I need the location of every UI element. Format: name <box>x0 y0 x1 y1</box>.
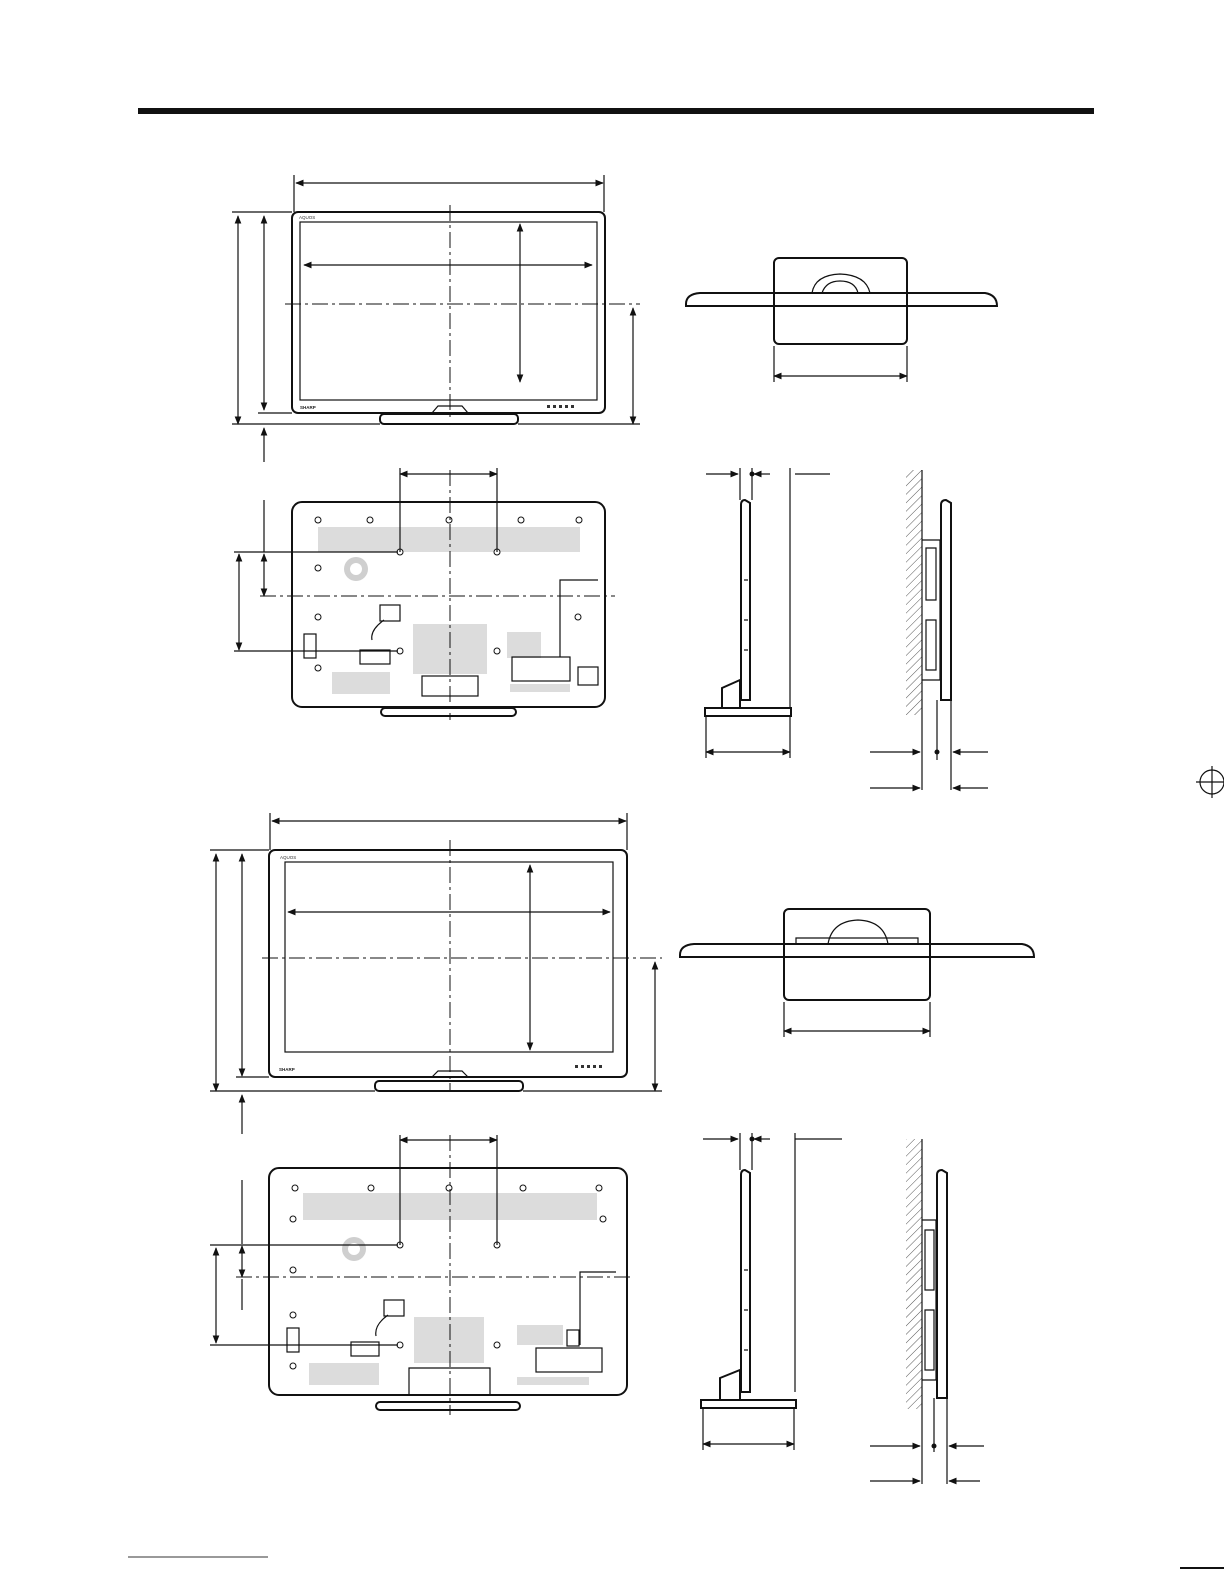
figure-set-small-model <box>232 175 997 790</box>
figure-set-large-model <box>210 813 1034 1484</box>
brand-logo: SHARP <box>300 405 316 410</box>
front-buttons <box>547 405 574 408</box>
brand-logo-large: SHARP <box>279 1067 295 1072</box>
side-view-small <box>705 468 830 758</box>
tv-frame <box>292 212 605 413</box>
side-view-large <box>701 1133 842 1450</box>
panel-top-outline <box>686 293 997 306</box>
wall-mount-view-large <box>870 1139 984 1484</box>
header-rule <box>138 108 1094 114</box>
stand-top-outline <box>774 258 907 344</box>
registration-mark <box>1196 766 1224 798</box>
side-panel-outline <box>741 500 750 700</box>
front-view-small <box>232 175 640 462</box>
series-logo: AQUOS <box>299 215 316 220</box>
top-view-large <box>680 909 1034 1037</box>
rear-view-large <box>210 1135 630 1415</box>
series-logo-large: AQUOS <box>280 855 297 860</box>
top-view-small <box>686 258 997 382</box>
stand-base <box>380 414 518 424</box>
wall-mount-view-small <box>870 470 988 790</box>
front-buttons-large <box>575 1065 602 1068</box>
rear-view-small <box>234 468 615 720</box>
tv-frame-large <box>269 850 627 1077</box>
front-view-large <box>210 813 662 1134</box>
